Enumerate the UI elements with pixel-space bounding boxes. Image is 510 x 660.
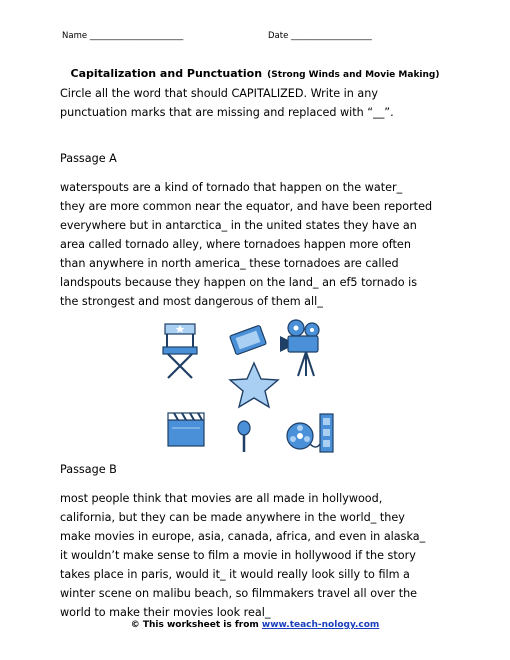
passage-line: winter scene on malibu beach, so filmmakers travel all over the: [60, 587, 418, 600]
passage-line: it wouldn’t make sense to film a movie in hollywood if the story: [60, 549, 416, 562]
passage-line: the strongest and most dangerous of them all_: [60, 295, 323, 308]
instruction-line: Circle all the word that should CAPITALIZED. Write in any: [60, 87, 379, 100]
film-reel-icon: [287, 414, 333, 452]
passage-line: area called tornado alley, where tornadoes happen more often: [60, 238, 411, 251]
passage-line: everywhere but in antarctica_ in the united states they have an: [60, 219, 417, 232]
ticket-icon: [230, 325, 267, 355]
passage-line: most people think that movies are all made in hollywood,: [60, 492, 383, 505]
movie-camera-icon: [280, 320, 319, 376]
date-field: Date ___________________: [268, 31, 372, 41]
passage-b-text: [60, 489, 480, 622]
star-icon: [230, 363, 278, 407]
passage-line: landspouts because they happen on the land_ an ef5 tornado is: [60, 276, 418, 289]
instructions: [60, 84, 480, 122]
footer-credit: © This worksheet is from: [130, 620, 262, 630]
passage-line: world to make their movies look real_: [60, 606, 271, 619]
title-main: Capitalization and Punctuation: [70, 67, 263, 80]
instruction-line: punctuation marks that are missing and replaced with “__”.: [60, 106, 394, 119]
passage-line: make movies in europe, asia, canada, africa, and even in alaska_: [60, 530, 426, 543]
footer-link[interactable]: www.teach-nology.com: [261, 620, 380, 630]
microphone-icon: [238, 421, 250, 452]
passage-line: california, but they can be made anywhere in the world_ they: [60, 511, 405, 524]
footer: [0, 620, 510, 630]
passage-b-heading: Passage B: [60, 463, 117, 476]
passage-a-text: [60, 178, 480, 311]
passage-line: they are more common near the equator, and have been reported: [60, 200, 433, 213]
passage-a-heading: Passage A: [60, 152, 117, 165]
passage-line: than anywhere in north america_ these tornadoes are called: [60, 257, 399, 270]
movie-clipart: [160, 318, 360, 463]
clapperboard-icon: [168, 413, 204, 446]
worksheet-title: [0, 62, 510, 81]
name-field: Name ______________________: [62, 31, 184, 41]
directors-chair-icon: [163, 324, 197, 378]
passage-line: takes place in paris, would it_ it would really look silly to film a: [60, 568, 410, 581]
title-subtitle: (Strong Winds and Movie Making): [267, 70, 440, 80]
passage-line: waterspouts are a kind of tornado that happen on the water_: [60, 181, 403, 194]
